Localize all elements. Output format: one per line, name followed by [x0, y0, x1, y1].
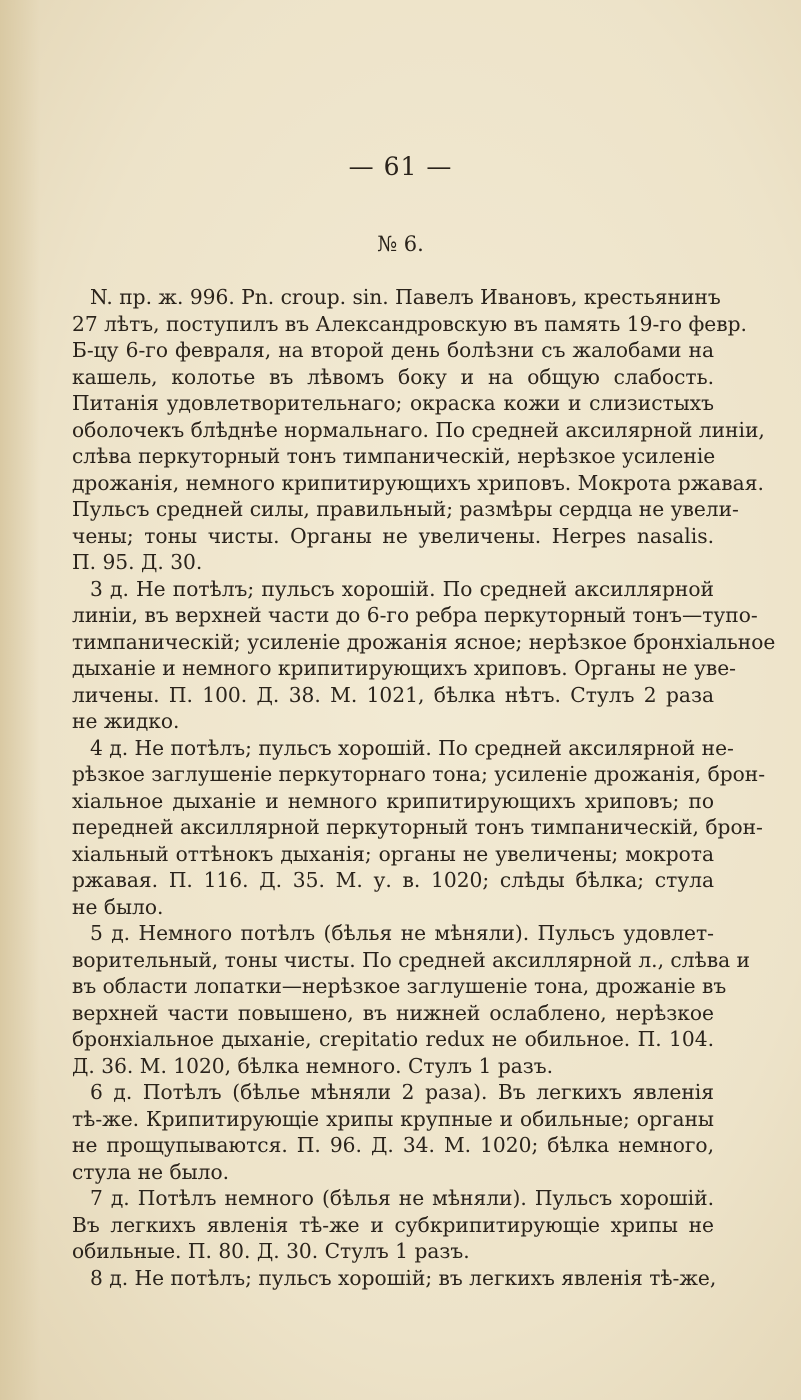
text-line: стула не было.	[72, 1159, 230, 1184]
text-line: личены. П. 100. Д. 38. М. 1021, бѣлка нѣтъ. Стулъ 2 раза	[72, 682, 714, 707]
text-line: Б-цу 6-го февраля, на второй день болѣзни съ жалобами на	[72, 338, 714, 362]
text-line: Питанія удовлетворительнаго; окраска кожи и слизистыхъ	[72, 391, 714, 415]
text-line: тѣ-же. Крипитирующіе хрипы крупные и обильные; органы	[72, 1106, 714, 1131]
text-line: бронхіальное дыханіе, crepitatio redux не обильное. П. 104.	[72, 1027, 714, 1051]
text-line: 27 лѣтъ, поступилъ въ Александровскую въ память 19-го февр.	[72, 311, 747, 336]
text-line: не прощупываются. П. 96. Д. 34. М. 1020; бѣлка немного,	[72, 1133, 714, 1157]
text-line: Д. 36. М. 1020, бѣлка немного. Стулъ 1 разъ.	[72, 1053, 554, 1078]
text-line: оболочекъ блѣднѣе нормальнаго. По средней аксилярной линіи,	[72, 417, 765, 442]
record-heading: № 6.	[377, 232, 424, 256]
page-edge-shadow	[0, 0, 40, 1400]
body-text	[72, 284, 776, 1291]
text-line: верхней части повышено, въ нижней ослаблено, нерѣзкое	[72, 1000, 714, 1025]
text-line: 6 д. Потѣлъ (бѣлье мѣняли 2 раза). Въ легкихъ явленія	[90, 1080, 714, 1104]
text-line: дыханіе и немного крипитирующихъ хриповъ. Органы не уве-	[72, 656, 736, 680]
text-line: слѣва перкуторный тонъ тимпаническій, нерѣзкое усиленіе	[72, 444, 716, 468]
text-line: ворительный, тоны чисты. По средней аксиллярной л., слѣва и	[72, 947, 750, 972]
text-line: дрожанія, немного крипитирующихъ хриповъ. Мокрота ржавая.	[72, 470, 764, 495]
text-line: рѣзкое заглушеніе перкуторнаго тона; усиленіе дрожанія, брон-	[72, 762, 766, 786]
text-line: П. 95. Д. 30.	[72, 550, 203, 574]
text-line: 3 д. Не потѣлъ; пульсъ хорошій. По средней аксиллярной	[90, 576, 714, 601]
text-line: 4 д. Не потѣлъ; пульсъ хорошій. По средней аксилярной не-	[90, 735, 734, 760]
text-line: въ области лопатки—нерѣзкое заглушеніе тона, дрожаніе въ	[72, 974, 727, 998]
text-line: обильные. П. 80. Д. 30. Стулъ 1 разъ.	[72, 1239, 470, 1263]
text-line: тимпаническій; усиленіе дрожанія ясное; нерѣзкое бронхіальное	[72, 629, 776, 654]
text-line: передней аксиллярной перкуторный тонъ тимпаническій, брон-	[72, 815, 763, 839]
text-line: чены; тоны чисты. Органы не увеличены. Herpes nasalis.	[72, 523, 714, 548]
text-line: 5 д. Немного потѣлъ (бѣлья не мѣняли). Пульсъ удовлет-	[90, 921, 714, 945]
text-line: не было.	[72, 894, 164, 919]
text-line: ржавая. П. 116. Д. 35. М. у. в. 1020; слѣды бѣлка; стула	[72, 868, 714, 892]
text-line: Въ легкихъ явленія тѣ-же и субкрипитирующіе хрипы не	[72, 1212, 714, 1237]
text-line: Пульсъ средней силы, правильный; размѣры сердца не увели-	[72, 497, 739, 521]
text-line: не жидко.	[72, 709, 180, 733]
text-line: линіи, въ верхней части до 6-го ребра перкуторный тонъ—тупо-	[72, 603, 758, 627]
text-line: 8 д. Не потѣлъ; пульсъ хорошій; въ легкихъ явленія тѣ-же,	[90, 1265, 717, 1290]
text-line: N. пр. ж. 996. Pn. croup. sin. Павелъ Ивановъ, крестьянинъ	[90, 285, 721, 309]
text-line: хіальный оттѣнокъ дыханія; органы не увеличены; мокрота	[72, 841, 714, 866]
text-line: кашель, колотье въ лѣвомъ боку и на общую слабость.	[72, 364, 714, 389]
text-line: 7 д. Потѣлъ немного (бѣлья не мѣняли). Пульсъ хорошій.	[90, 1186, 714, 1210]
text-line: хіальное дыханіе и немного крипитирующихъ хриповъ; по	[72, 788, 714, 813]
page-number: — 61 —	[348, 152, 453, 181]
